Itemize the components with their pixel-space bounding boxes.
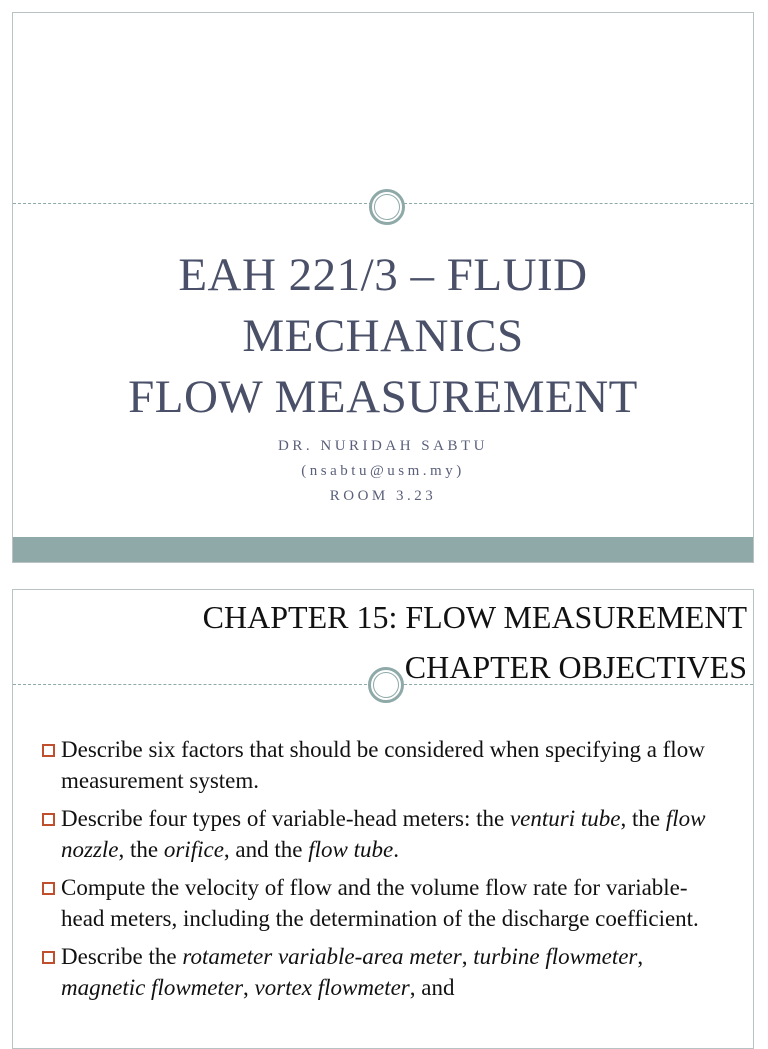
title-line-3: FLOW MEASUREMENT <box>128 371 638 423</box>
presenter-info <box>13 434 753 509</box>
ring-ornament-icon <box>368 667 404 703</box>
title-line-2: MECHANICS <box>242 310 524 362</box>
title-line-1: EAH 221/3 – FLUID <box>178 249 588 301</box>
term-vortex-flowmeter: vortex flowmeter <box>254 975 410 1000</box>
objective-text: Describe four types of variable-head meters: the <box>61 806 510 831</box>
term-magnetic-flowmeter: magnetic flowmeter <box>61 975 244 1000</box>
objective-text: , <box>461 944 474 969</box>
objectives-title: CHAPTER OBJECTIVES <box>404 649 747 685</box>
term-rotameter: rotameter variable-area meter <box>182 944 462 969</box>
list-item <box>39 803 729 865</box>
objective-text: , the <box>118 837 164 862</box>
author-name: DR. NURIDAH SABTU <box>278 438 488 454</box>
objective-text: Describe six factors that should be considered when specifying a flow measurement system. <box>61 737 705 793</box>
term-flow-nozzle: flow nozzle <box>61 806 706 862</box>
objective-text: Compute the velocity of flow and the volume flow rate for variable-head meters, including the determination of the discharge coefficient. <box>61 875 699 931</box>
objective-text: , the <box>620 806 666 831</box>
square-bullet-icon <box>42 813 55 826</box>
square-bullet-icon <box>42 882 55 895</box>
term-turbine-flowmeter: turbine flowmeter <box>473 944 638 969</box>
objective-text: , <box>637 944 644 969</box>
objectives-slide <box>12 589 754 1049</box>
chapter-heading <box>203 592 747 692</box>
square-bullet-icon <box>42 744 55 757</box>
chapter-title: CHAPTER 15: FLOW MEASUREMENT <box>202 599 747 635</box>
term-venturi-tube: venturi tube <box>509 806 621 831</box>
footer-band <box>13 537 753 562</box>
square-bullet-icon <box>42 951 55 964</box>
list-item <box>39 941 729 1003</box>
term-orifice: orifice <box>163 837 224 862</box>
objective-text: , and the <box>223 837 309 862</box>
objective-text: , <box>243 975 255 1000</box>
title-slide <box>12 12 754 563</box>
slide-title <box>13 245 753 428</box>
objective-text: Describe the <box>61 944 183 969</box>
objective-text: . <box>393 837 399 862</box>
author-email: (nsabtu@usm.my) <box>301 463 465 479</box>
list-item <box>39 734 729 796</box>
list-item <box>39 872 729 934</box>
room-number: ROOM 3.23 <box>329 488 437 504</box>
ring-ornament-icon <box>369 189 405 225</box>
term-flow-tube: flow tube <box>308 837 394 862</box>
objectives-list <box>39 734 729 1010</box>
objective-text: , and <box>409 975 455 1000</box>
